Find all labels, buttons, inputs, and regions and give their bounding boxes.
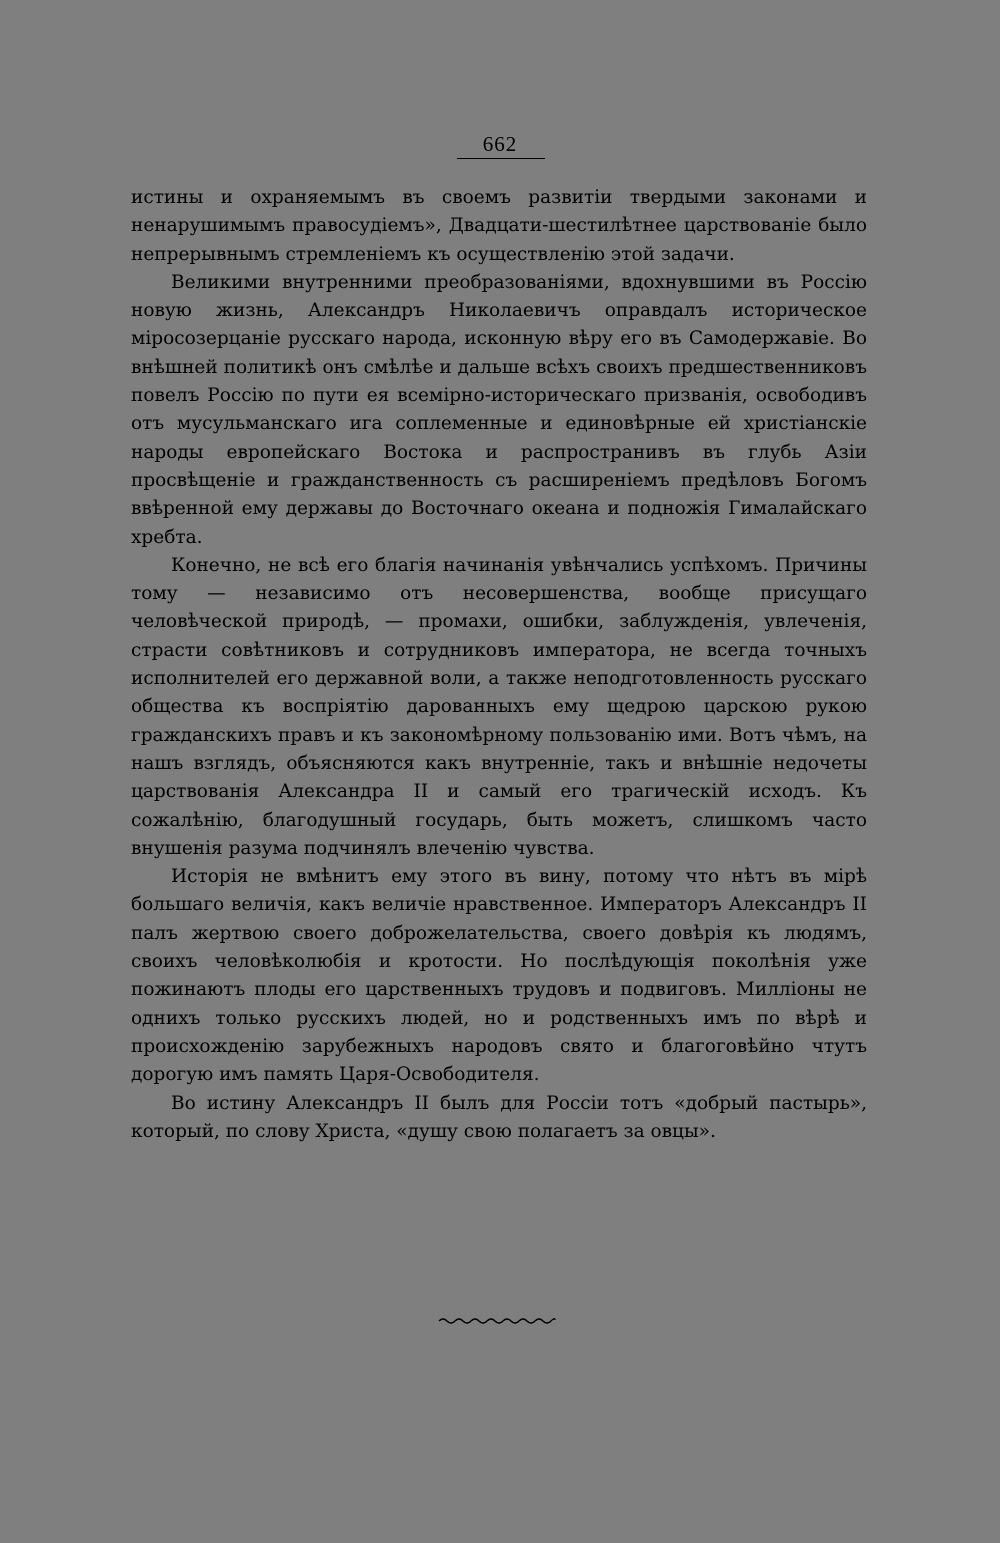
paragraph-4: Исторія не вмѣнитъ ему этого въ вину, потому что нѣтъ въ мірѣ большаго величія, какъ величіе нравственное. Императоръ Александръ II палъ жертвою своего доброжелательства, своего довѣрія къ людямъ, своихъ человѣколюбія и кротости. Но послѣдующія поколѣнія уже пожинаютъ плоды его царственныхъ трудовъ и подвиговъ. Милліоны не однихъ только русскихъ людей, но и родственныхъ имъ по вѣрѣ и происхожденію зарубежныхъ народовъ свято и благоговѣйно чтутъ дорогую имъ память Царя-Освободителя. bbox=[131, 866, 867, 1086]
paragraph-1: истины и охраняемымъ въ своемъ развитіи твердыми законами и ненарушимымъ правосудіемъ», Двадцати-шестилѣтнее царствованіе было непрерывнымъ стремленіемъ къ осуществленію этой задачи. bbox=[131, 187, 867, 265]
paragraph-2: Великими внутренними преобразованіями, вдохнувшими въ Россію новую жизнь, Александръ Николаевичъ оправдалъ историческое міросозерцаніе русскаго народа, исконную вѣру его въ Самодержавіе. Во внѣшней политикѣ онъ смѣлѣе и дальше всѣхъ своихъ предшественниковъ повелъ Россію по пути ея всемірно-историческаго призванія, освободивъ отъ мусульманскаго ига соплеменные и единовѣрные ей христіанскіе народы европейскаго Востока и распространивъ въ глубь Азіи просвѣщеніе и гражданственность съ расширеніемъ предѣловъ Богомъ ввѣренной ему державы до Восточнаго океана и подножія Гималайскаго хребта. bbox=[131, 271, 867, 548]
page-number-rule bbox=[457, 158, 545, 159]
page-number: 662 bbox=[482, 132, 518, 156]
paragraph-3: Конечно, не всѣ его благія начинанія увѣнчались успѣхомъ. Причины тому — независимо отъ несовершенства, вообще присущаго человѣческой природѣ, — промахи, ошибки, заблужденія, увлеченія, страсти совѣтниковъ и сотрудниковъ императора, не всегда точныхъ исполнителей его державной воли, а также неподготовленность русскаго общества къ воспріятію дарованныхъ ему щедрою царскою рукою гражданскихъ правъ и къ закономѣрному пользованію ими. Вотъ чѣмъ, на нашъ взглядъ, объясняются какъ внутренніе, такъ и внѣшніе недочеты царствованія Александра II и самый его трагическій исходъ. Къ сожалѣнію, благодушный государь, быть можетъ, слишкомъ часто внушенія разума подчинялъ влеченію чувства. bbox=[131, 554, 867, 859]
text-block bbox=[131, 184, 867, 1146]
paragraph-5: Во истину Александръ II былъ для Россіи тотъ «добрый пастырь», который, по слову Христа, «душу свою полагаетъ за овцы». bbox=[131, 1092, 867, 1142]
wavy-rule-ornament-icon bbox=[437, 1314, 557, 1326]
